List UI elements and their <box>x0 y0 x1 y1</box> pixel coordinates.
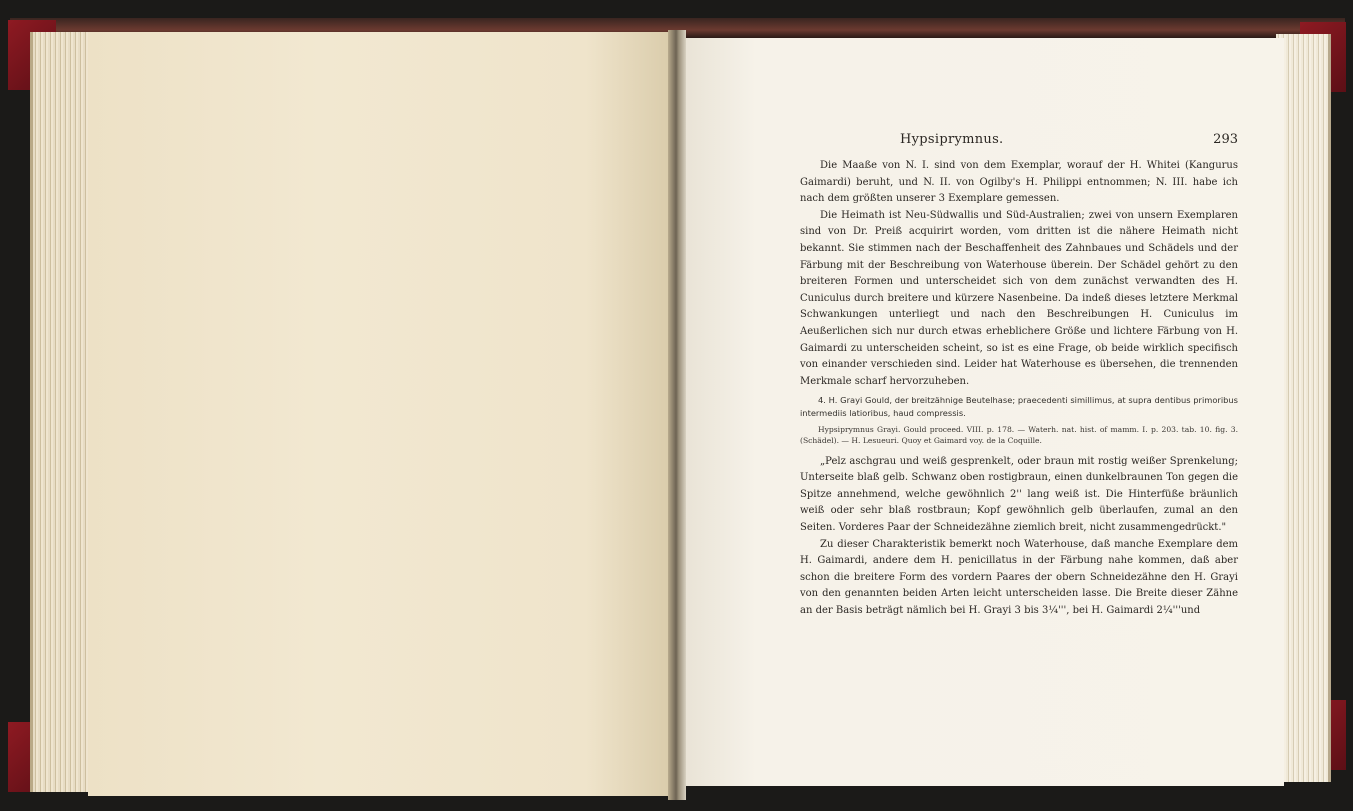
running-head: Hypsiprymnus. <box>900 132 1004 147</box>
blank-left-page <box>88 32 674 796</box>
right-page <box>684 38 1284 786</box>
species-heading: 4. H. Grayi Gould, der breitzähnige Beutelhase; praecedenti simillimus, at supra dentibus primoribus intermediis latioribus, haud compressis. <box>800 395 1238 418</box>
paragraph-homeland: Die Heimath ist Neu-Südwallis und Süd-Australien; zwei von unsern Exemplaren sind von Dr. Preiß acquirirt worden, vom dritten ist die nähere Heimath nicht bekannt. Sie stimmen nach der Beschaffenheit des Zahnbaues und Schädels und der Färbung mit der Beschreibung von Waterhouse überein. Der Schädel gehört zu den breiteren Formen und unterscheidet sich von dem zunächst verwandten des H. Cuniculus durch breitere und kürzere Nasenbeine. Da indeß dieses letztere Merkmal Schwankungen unterliegt und nach den Beschreibungen H. Cuniculus im Aeußerlichen sich nur durch etwas erheblichere Größe und lichtere Färbung von H. Gaimardi zu unterscheiden scheint, so ist es eine Frage, ob beide wirklich specifisch von einander verschieden sind. Leider hat Waterhouse es übersehen, die trennenden Merkmale scharf hervorzuheben. <box>800 209 1238 387</box>
page-text-block <box>800 132 1238 620</box>
page-edges-left <box>30 32 97 792</box>
synonymy: Hypsiprymnus Grayi. Gould proceed. VIII. p. 178. — Waterh. nat. hist. of mamm. I. p. 203. tab. 10. fig. 3. (Schädel). — H. Lesueuri. Quoy et Gaimard voy. de la Coquille. <box>800 424 1238 446</box>
book-gutter <box>668 30 686 800</box>
description-quote: „Pelz aschgrau und weiß gesprenkelt, oder braun mit rostig weißer Sprenkelung; Unterseite blaß gelb. Schwanz oben rostigbraun, einen dunkelbraunen Ton gegen die Spitze annehmend, welche gewöhnlich 2'' lang weiß ist. Die Hinterfüße bräunlich weiß oder sehr blaß rostbraun; Kopf gewöhnlich gelb überlaufen, zumal an den Seiten. Vorderes Paar der Schneidezähne ziemlich breit, nicht zusammengedrückt." <box>800 455 1238 534</box>
page-number: 293 <box>1213 132 1238 147</box>
page-header <box>800 132 1238 156</box>
page-edges-right <box>1276 34 1331 782</box>
paragraph-measurements: Die Maaße von N. I. sind von dem Exemplar, worauf der H. Whitei (Kangurus Gaimardi) beruht, und N. II. von Ogilby's H. Philippi entnommen; N. III. habe ich nach dem größten unserer 3 Exemplare gemessen. <box>800 160 1238 205</box>
paragraph-closing: Zu dieser Charakteristik bemerkt noch Waterhouse, daß manche Exemplare dem H. Gaimardi, andere dem H. penicillatus in der Färbung nahe kommen, daß aber schon die breitere Form des vordern Paares der obern Schneidezähne den H. Grayi von den genannten beiden Arten leicht unterscheiden lasse. Die Breite dieser Zähne an der Basis beträgt nämlich bei H. Grayi 3 bis 3¼''', bei H. Gaimardi 2¼'''und <box>800 538 1238 617</box>
